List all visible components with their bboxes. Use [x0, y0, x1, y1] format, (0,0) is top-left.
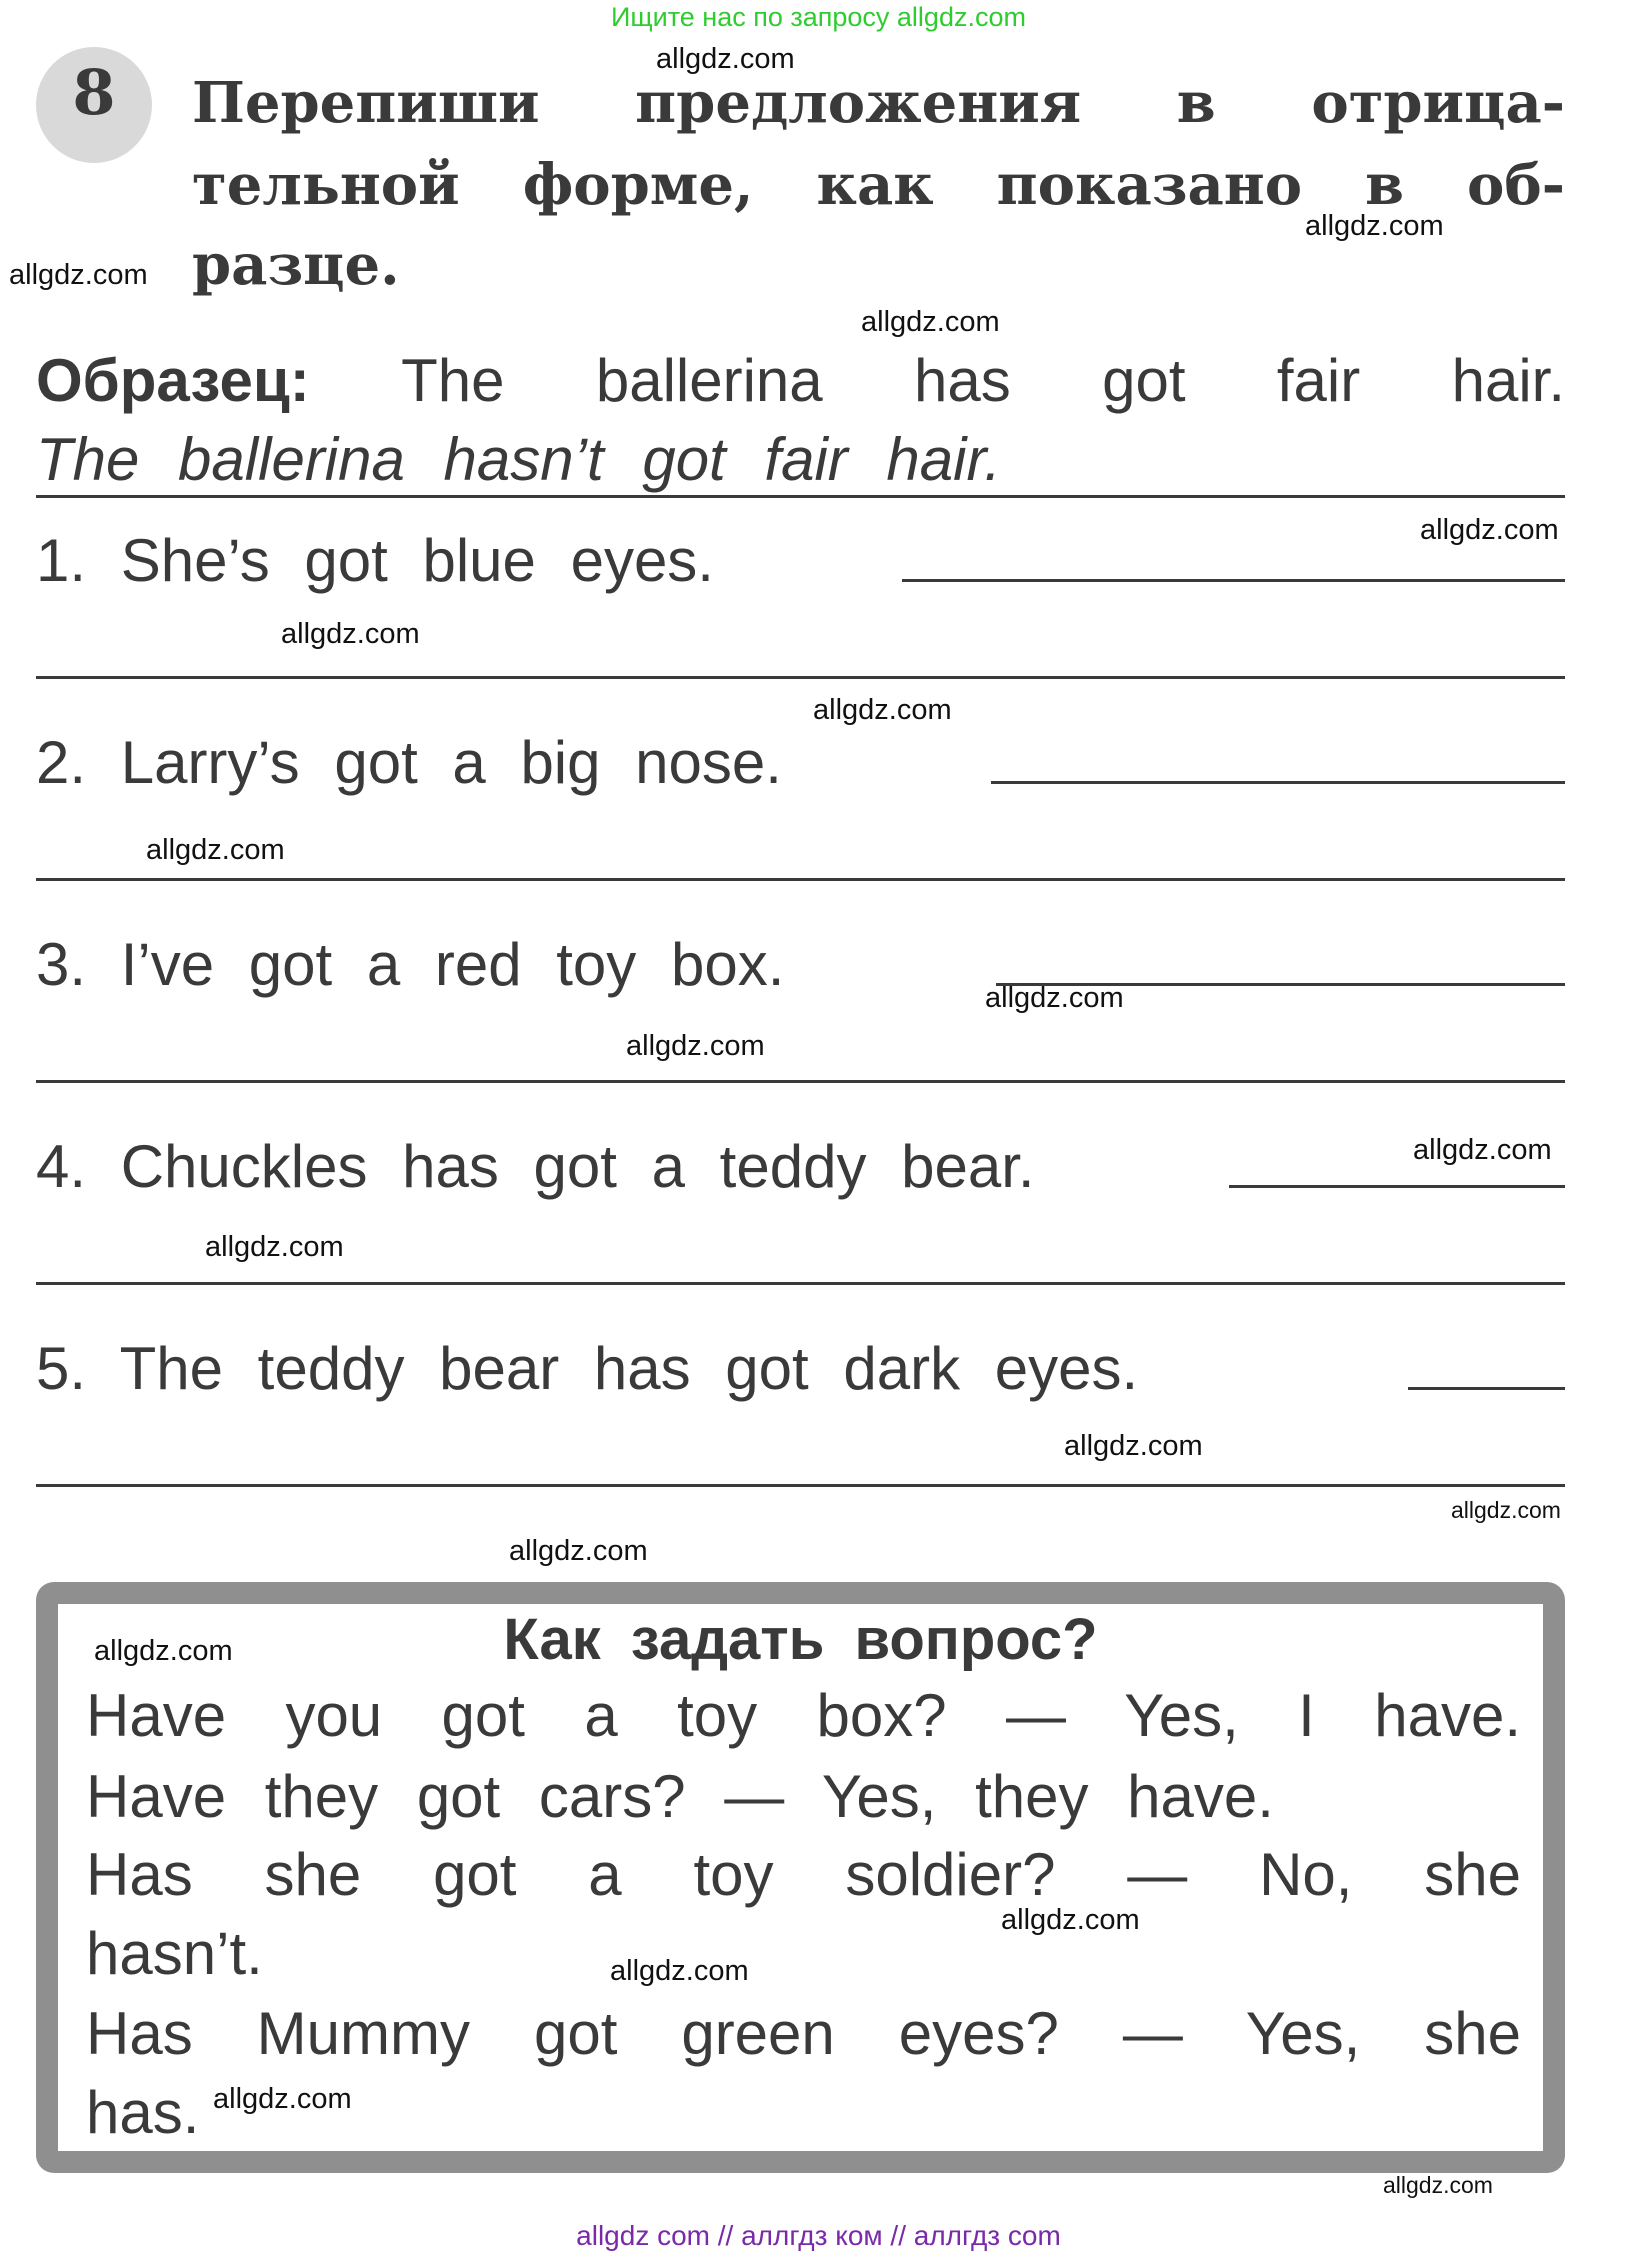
- watermark: allgdz.com: [1451, 1497, 1561, 1523]
- rule-line: Have you got a toy box? — Yes, I have.: [86, 1682, 1521, 1749]
- watermark: allgdz.com: [213, 2083, 352, 2115]
- answer-line[interactable]: [1229, 1185, 1565, 1188]
- rule-line: Has Mummy got green eyes? — Yes, she: [86, 2000, 1521, 2067]
- search-banner[interactable]: Ищите нас по запросу allgdz.com: [611, 2, 1026, 32]
- answer-line: [36, 495, 1565, 498]
- watermark: allgdz.com: [861, 306, 1000, 338]
- watermark: allgdz.com: [813, 694, 952, 726]
- watermark: allgdz.com: [626, 1030, 765, 1062]
- watermark: allgdz.com: [94, 1635, 233, 1667]
- exercise-number: 8: [72, 56, 116, 129]
- watermark: allgdz.com: [1383, 2172, 1493, 2198]
- answer-line[interactable]: [991, 781, 1565, 784]
- instruction-line: тельной форме, как показано в об-: [192, 152, 1565, 218]
- instruction-line: Перепиши предложения в отрица-: [192, 70, 1565, 136]
- exercise-item: 3. I’ve got a red toy box.: [36, 931, 785, 998]
- sample-answer: The ballerina hasn’t got fair hair.: [36, 426, 1001, 493]
- exercise-item: 5. The teddy bear has got dark eyes.: [36, 1335, 1139, 1402]
- watermark: allgdz.com: [1001, 1904, 1140, 1936]
- instruction-line: разце.: [192, 232, 400, 298]
- sample-sentence: The ballerina has got fair hair.: [401, 347, 1565, 414]
- rule-line: has.: [86, 2079, 200, 2146]
- watermark: allgdz.com: [985, 982, 1124, 1014]
- watermark: allgdz.com: [610, 1955, 749, 1987]
- answer-line[interactable]: [36, 1282, 1565, 1285]
- rule-line: Has she got a toy soldier? — No, she: [86, 1841, 1521, 1908]
- rule-line: hasn’t.: [86, 1920, 263, 1987]
- rule-box-title: Как задать вопрос?: [503, 1607, 1098, 1672]
- answer-line[interactable]: [36, 1484, 1565, 1487]
- sample-label: Образец:: [36, 347, 310, 414]
- footer-links[interactable]: allgdz com // аллгдз ком // аллгдз com: [576, 2220, 1061, 2251]
- answer-line[interactable]: [36, 1080, 1565, 1083]
- answer-line[interactable]: [902, 579, 1565, 582]
- exercise-item: 2. Larry’s got a big nose.: [36, 729, 782, 796]
- exercise-item: 1. She’s got blue eyes.: [36, 527, 714, 594]
- watermark: allgdz.com: [509, 1535, 648, 1567]
- watermark: allgdz.com: [1413, 1134, 1552, 1166]
- watermark: allgdz.com: [1420, 514, 1559, 546]
- sample-line: [36, 345, 1565, 417]
- watermark: allgdz.com: [146, 834, 285, 866]
- watermark: allgdz.com: [656, 43, 795, 75]
- watermark: allgdz.com: [1064, 1430, 1203, 1462]
- watermark: allgdz.com: [281, 618, 420, 650]
- watermark: allgdz.com: [9, 259, 148, 291]
- answer-line[interactable]: [36, 878, 1565, 881]
- answer-line[interactable]: [36, 676, 1565, 679]
- exercise-item: 4. Chuckles has got a teddy bear.: [36, 1133, 1035, 1200]
- watermark: allgdz.com: [205, 1231, 344, 1263]
- rule-line: Have they got cars? — Yes, they have.: [86, 1763, 1274, 1830]
- watermark: allgdz.com: [1305, 210, 1444, 242]
- answer-line[interactable]: [1408, 1387, 1565, 1390]
